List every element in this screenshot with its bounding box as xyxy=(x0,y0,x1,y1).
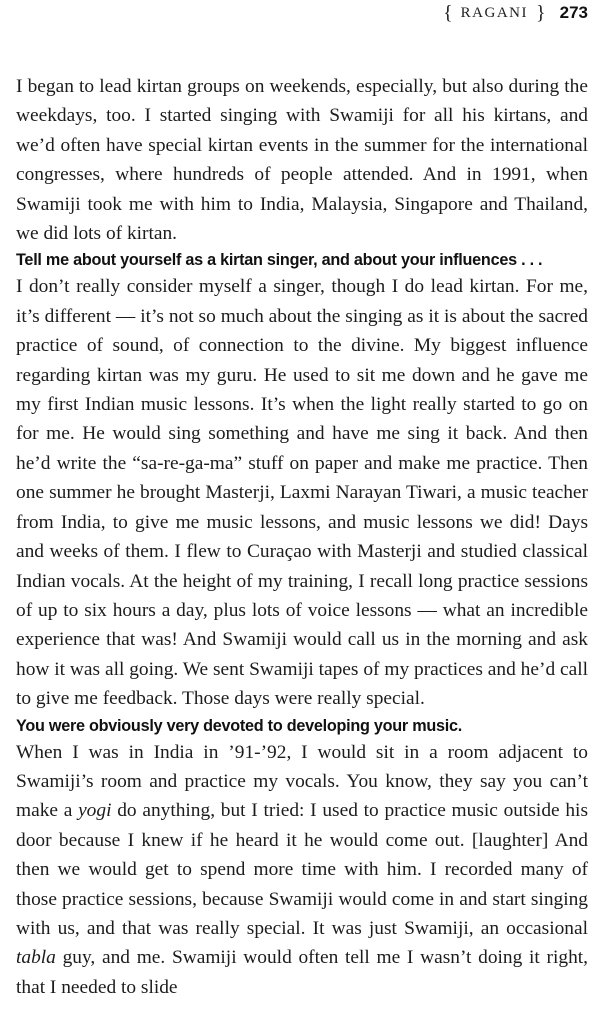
paragraph-3-text-c: guy, and me. Swamiji would often tell me I wasn’t doing it right, that I needed to slide xyxy=(16,947,588,998)
running-head-title: RAGANI xyxy=(460,4,529,21)
paragraph-3-text-a: When I was in India in ’91-’92, I would sit in a room adjacent to Swamiji’s room and practice my vocals. You know, they say you can’t make a xyxy=(16,741,588,822)
paragraph-2: I don’t really consider myself a singer, though I do lead kirtan. For me, it’s different — it’s not so much about the singing as it is about the sacred practice of sound, of connection to the divine. My biggest influence regarding kirtan was my guru. He used to sit me down and he gave me my first Indian music lessons. It’s when the light really started to go on for me. He would sing something and have me sing it back. And then he’d write the “sa-re-ga-ma” stuff on paper and make me practice. Then one summer he brought Masterji, Laxmi Narayan Tiwari, a music teacher from India, to give me music lessons, and music lessons we did! Days and weeks of them. I flew to Curaçao with Masterji and studied classical Indian vocals. At the height of my training, I recall long practice sessions of up to six hours a day, plus lots of voice lessons — what an incredible experience that was! And Swamiji would call us in the morning and ask how it was all going. We sent Swamiji tapes of my practices and he’d call to give me feedback. Those days were really special. xyxy=(16,276,588,710)
paragraph-3 xyxy=(16,738,588,1003)
interview-question-1: Tell me about yourself as a kirtan singer, and about your influences . . . xyxy=(16,251,543,270)
page-content xyxy=(16,72,588,1002)
running-head xyxy=(443,0,588,26)
paragraph-1: I began to lead kirtan groups on weekends, especially, but also during the weekdays, too. I started singing with Swamiji for all his kirtans, and we’d often have special kirtan events in the summer for the international congresses, where hundreds of people attended. And in 1991, when Swamiji took me with him to India, Malaysia, Singapore and Thailand, we did lots of kirtan. xyxy=(16,76,588,245)
paragraph-3-text-b: do anything, but I tried: I used to practice music outside his door because I knew if he heard it he would come out. [laughter] And then we would get to spend more time with him. I recorded many of those practice sessions, because Swamiji would come in and start singing with us, and that was really special. It was just Swamiji, an occasional xyxy=(16,800,588,939)
page-number: 273 xyxy=(559,3,588,22)
running-head-brace-open: { xyxy=(443,2,453,24)
paragraph-3-italic-tabla: tabla xyxy=(16,947,56,969)
interview-question-2: You were obviously very devoted to developing your music. xyxy=(16,716,463,735)
running-head-brace-close: } xyxy=(536,2,546,24)
paragraph-3-italic-yogi: yogi xyxy=(78,800,112,822)
